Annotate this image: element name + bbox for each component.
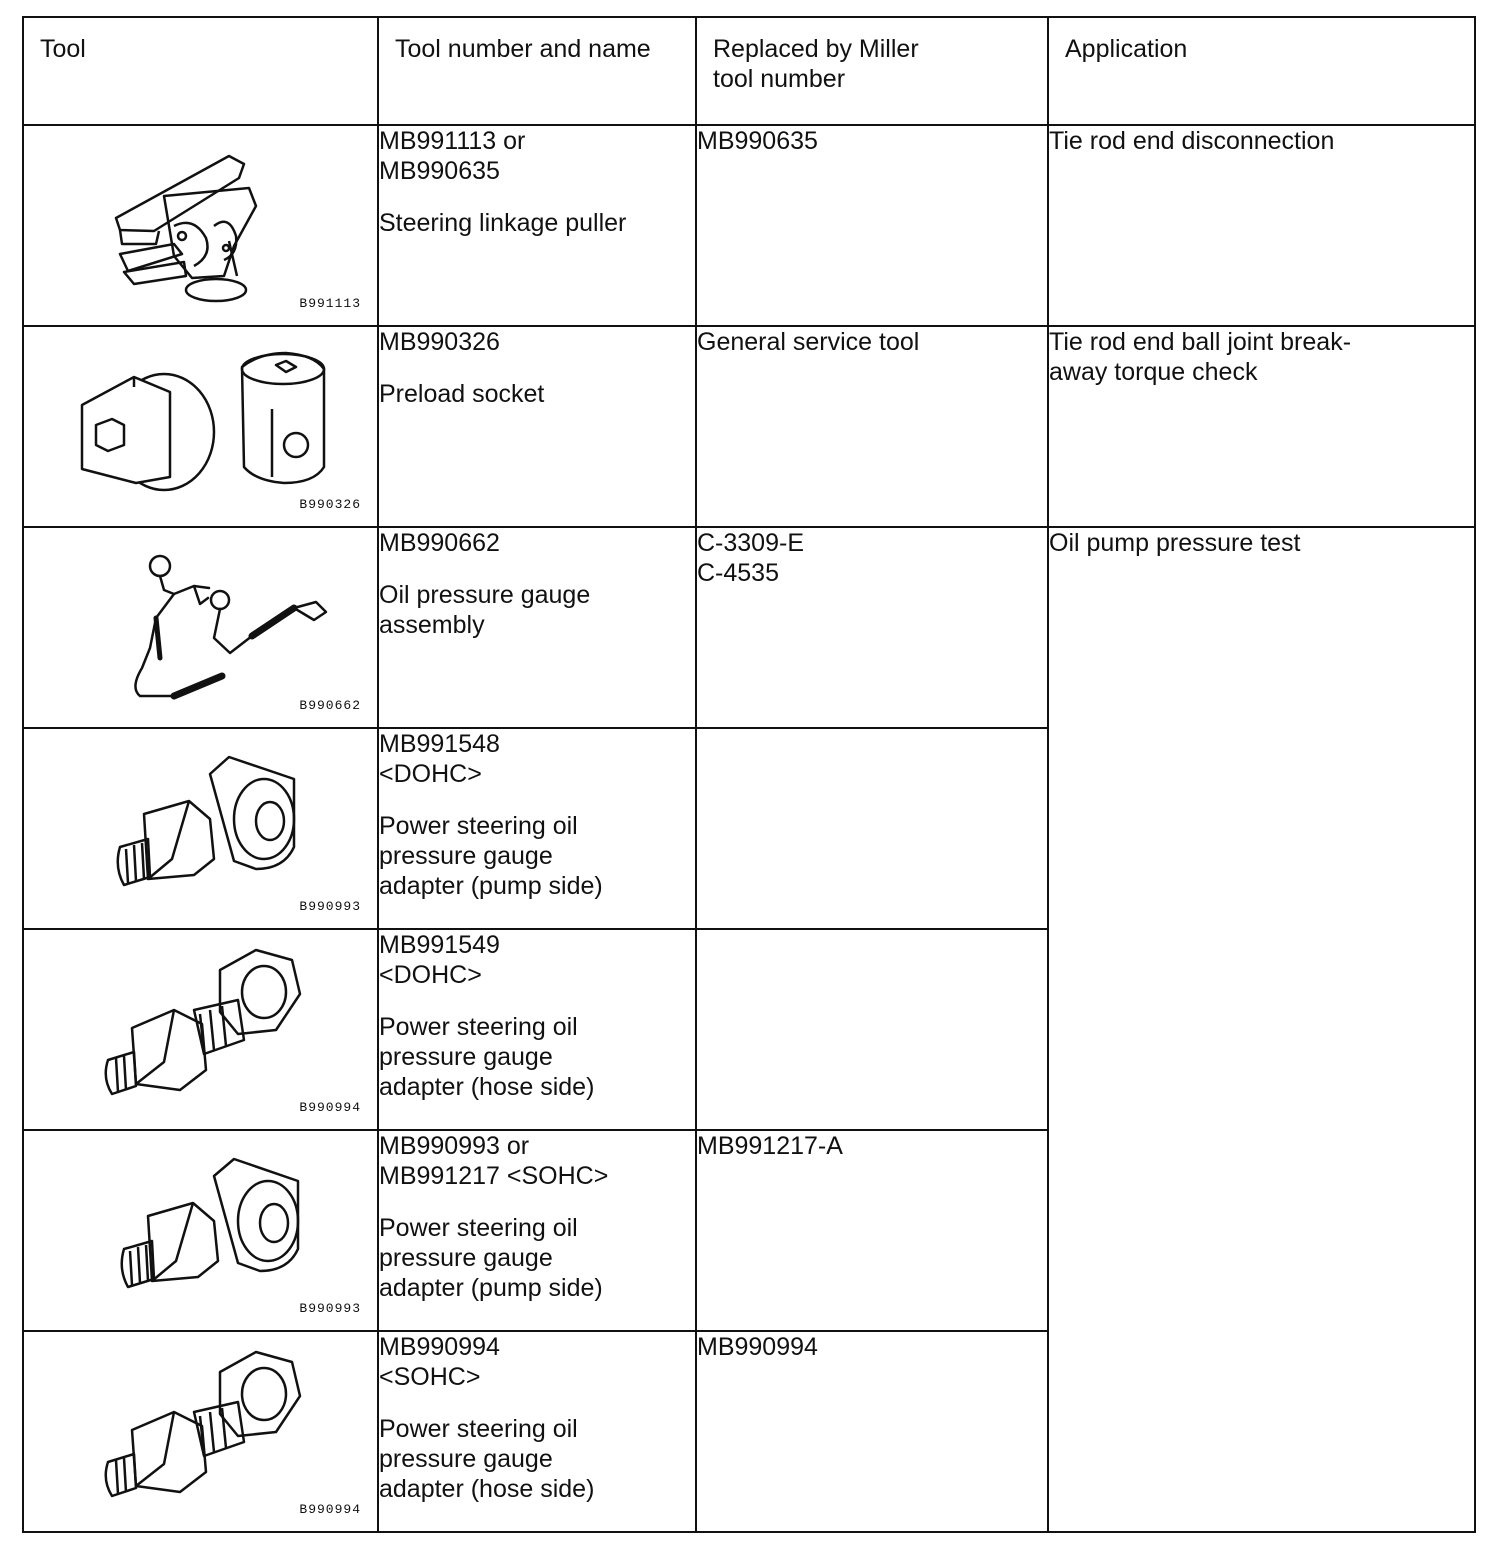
image-code: B991113 bbox=[299, 296, 361, 311]
tool-image-cell bbox=[23, 1331, 378, 1532]
tool-number: MB991549 bbox=[379, 931, 500, 959]
tool-number: <SOHC> bbox=[379, 1363, 481, 1391]
tool-number-name-cell bbox=[378, 326, 696, 527]
application-line: Oil pump pressure test bbox=[1049, 529, 1301, 557]
tool-name-line: Oil pressure gauge bbox=[379, 581, 591, 609]
tool-name-line: pressure gauge bbox=[379, 1043, 553, 1071]
tool-image-cell bbox=[23, 527, 378, 728]
replaced-by-value: MB990635 bbox=[697, 127, 818, 155]
replaced-by-value: MB990994 bbox=[697, 1333, 818, 1361]
replaced-by-cell bbox=[696, 728, 1048, 929]
tool-number-name-cell bbox=[378, 125, 696, 326]
tool-name-line: Preload socket bbox=[379, 380, 545, 408]
tool-name-line: Steering linkage puller bbox=[379, 209, 627, 237]
header-replaced-by-miller bbox=[696, 17, 1048, 125]
tool-number: MB990993 or bbox=[379, 1132, 530, 1160]
tool-number-name-cell bbox=[378, 929, 696, 1130]
tool-name bbox=[379, 811, 695, 901]
tool-name bbox=[379, 379, 695, 409]
image-code: B990994 bbox=[299, 1100, 361, 1115]
image-code: B990993 bbox=[299, 1301, 361, 1316]
tool-number-name-cell bbox=[378, 728, 696, 929]
tool-name bbox=[379, 1012, 695, 1102]
tool-image-cell bbox=[23, 125, 378, 326]
replaced-by-cell bbox=[696, 326, 1048, 527]
tool-name-line: pressure gauge bbox=[379, 1244, 553, 1272]
header-row bbox=[23, 17, 1475, 125]
replaced-by-cell bbox=[696, 1331, 1048, 1532]
special-tools-table bbox=[22, 16, 1476, 1533]
application-line: Tie rod end disconnection bbox=[1049, 127, 1335, 155]
application-line: Tie rod end ball joint break- bbox=[1049, 328, 1352, 356]
header-tool-number-name: Tool number and name bbox=[378, 17, 696, 125]
application-cell bbox=[1048, 527, 1475, 1532]
replaced-by-value: MB991217-A bbox=[697, 1132, 843, 1160]
application-cell bbox=[1048, 326, 1475, 527]
tool-name-line: Power steering oil bbox=[379, 812, 578, 840]
header-replaced-line: Replaced by Miller bbox=[713, 35, 919, 63]
tool-number-name-cell bbox=[378, 1331, 696, 1532]
tool-name bbox=[379, 580, 695, 640]
tool-number: MB991217 <SOHC> bbox=[379, 1162, 609, 1190]
replaced-by-value: General service tool bbox=[697, 328, 920, 356]
replaced-by-value: C-3309-E bbox=[697, 529, 804, 557]
tool-name-line: Power steering oil bbox=[379, 1214, 578, 1242]
tool-name-line: adapter (pump side) bbox=[379, 872, 603, 900]
tool-number-name-cell bbox=[378, 527, 696, 728]
tool-image-cell bbox=[23, 1130, 378, 1331]
tool-name-line: adapter (hose side) bbox=[379, 1073, 595, 1101]
replaced-by-cell bbox=[696, 125, 1048, 326]
replaced-by-value: C-4535 bbox=[697, 559, 779, 587]
application-line: away torque check bbox=[1049, 358, 1258, 386]
tool-name-line: Power steering oil bbox=[379, 1013, 578, 1041]
image-code: B990993 bbox=[299, 899, 361, 914]
tool-name bbox=[379, 1213, 695, 1303]
tool-number: MB991548 bbox=[379, 730, 500, 758]
header-application: Application bbox=[1048, 17, 1475, 125]
tool-number: <DOHC> bbox=[379, 760, 482, 788]
tool-number: MB990662 bbox=[379, 529, 500, 557]
tool-name bbox=[379, 208, 695, 238]
header-replaced-line: tool number bbox=[713, 65, 846, 93]
image-code: B990326 bbox=[299, 497, 361, 512]
tool-image-cell bbox=[23, 326, 378, 527]
header-tool: Tool bbox=[23, 17, 378, 125]
image-code: B990994 bbox=[299, 1502, 361, 1517]
tool-number: MB990635 bbox=[379, 157, 500, 185]
tool-image-cell bbox=[23, 728, 378, 929]
tool-number-name-cell bbox=[378, 1130, 696, 1331]
application-cell bbox=[1048, 125, 1475, 326]
tool-name-line: pressure gauge bbox=[379, 842, 553, 870]
tool-name-line: adapter (pump side) bbox=[379, 1274, 603, 1302]
table-row bbox=[23, 125, 1475, 326]
replaced-by-cell bbox=[696, 1130, 1048, 1331]
tool-number: MB990994 bbox=[379, 1333, 500, 1361]
tool-name-line: Power steering oil bbox=[379, 1415, 578, 1443]
tool-image-cell bbox=[23, 929, 378, 1130]
image-code: B990662 bbox=[299, 698, 361, 713]
tool-name-line: adapter (hose side) bbox=[379, 1475, 595, 1503]
tool-number: MB990326 bbox=[379, 328, 500, 356]
tool-number: <DOHC> bbox=[379, 961, 482, 989]
table-row bbox=[23, 527, 1475, 728]
replaced-by-cell bbox=[696, 527, 1048, 728]
tool-name-line: pressure gauge bbox=[379, 1445, 553, 1473]
table-row bbox=[23, 326, 1475, 527]
tool-name bbox=[379, 1414, 695, 1504]
tool-name-line: assembly bbox=[379, 611, 485, 639]
tool-number: MB991113 or bbox=[379, 127, 526, 155]
replaced-by-cell bbox=[696, 929, 1048, 1130]
